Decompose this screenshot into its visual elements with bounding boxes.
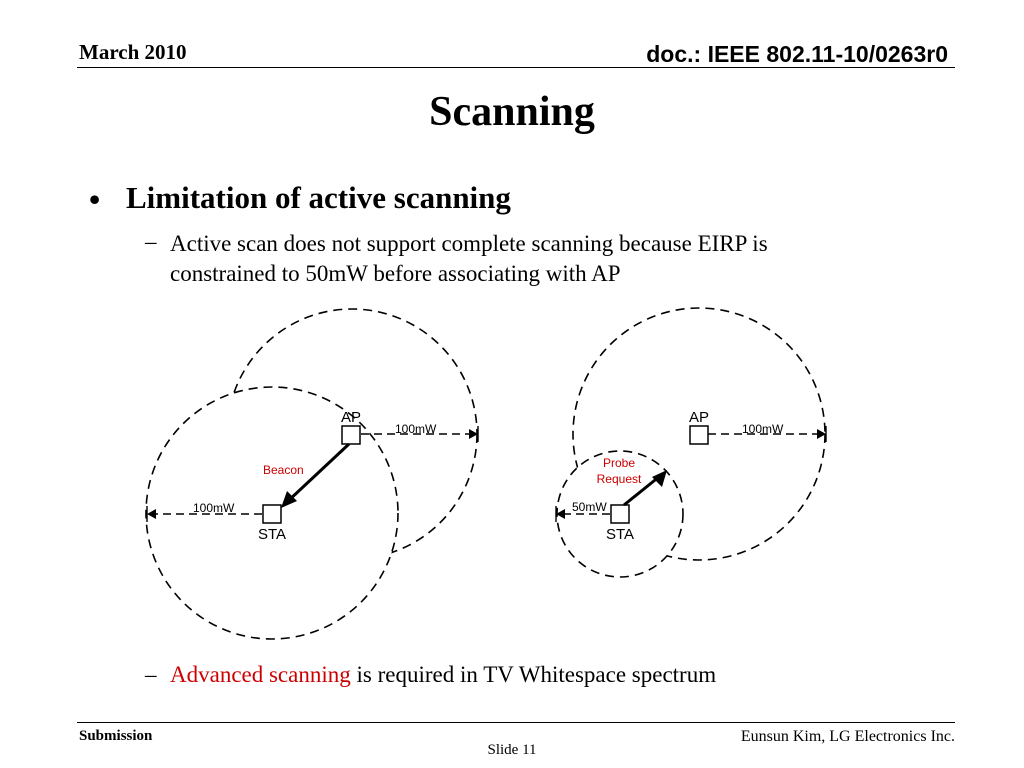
header-date: March 2010 [79, 40, 187, 64]
probe-label-line2: Request [596, 472, 642, 486]
bullet-marker: • [89, 181, 101, 217]
slide-title: Scanning [429, 89, 595, 135]
sub-bullet-text: Active scan does not support complete scanning because EIRP is constrained to 50mW before associating with AP [170, 231, 768, 286]
sta-power-label-right: 50mW [572, 500, 607, 514]
probe-label-line1: Probe [602, 456, 636, 470]
sta-label-right: STA [605, 526, 635, 543]
sta-node-right [611, 505, 629, 523]
beacon-label: Beacon [263, 463, 304, 477]
sta-power-label-left: 100mW [193, 501, 235, 515]
footer-divider [77, 722, 955, 723]
sub-bullet-marker: – [145, 662, 157, 687]
sub-bullet-text-2 [170, 662, 716, 688]
highlight-text: Advanced scanning [170, 662, 351, 687]
bullet-heading: Limitation of active scanning [126, 180, 511, 215]
sub-bullet-marker: – [145, 229, 157, 254]
rest-text: is required in TV Whitespace spectrum [350, 662, 717, 687]
footer-submission: Submission [79, 728, 153, 744]
sta-label-left: STA [257, 526, 287, 543]
header-doc-id: doc.: IEEE 802.11-10/0263r0 [646, 41, 948, 67]
ap-label-right: AP [688, 409, 710, 426]
slide-number: Slide 11 [487, 742, 537, 758]
sta-node-left [263, 505, 281, 523]
ap-label-left: AP [340, 409, 362, 426]
ap-power-label-right: 100mW [742, 422, 784, 436]
ap-power-label-left: 100mW [395, 422, 437, 436]
footer-author: Eunsun Kim, LG Electronics Inc. [740, 728, 955, 745]
ap-node-left [342, 426, 360, 444]
ap-node-right [690, 426, 708, 444]
